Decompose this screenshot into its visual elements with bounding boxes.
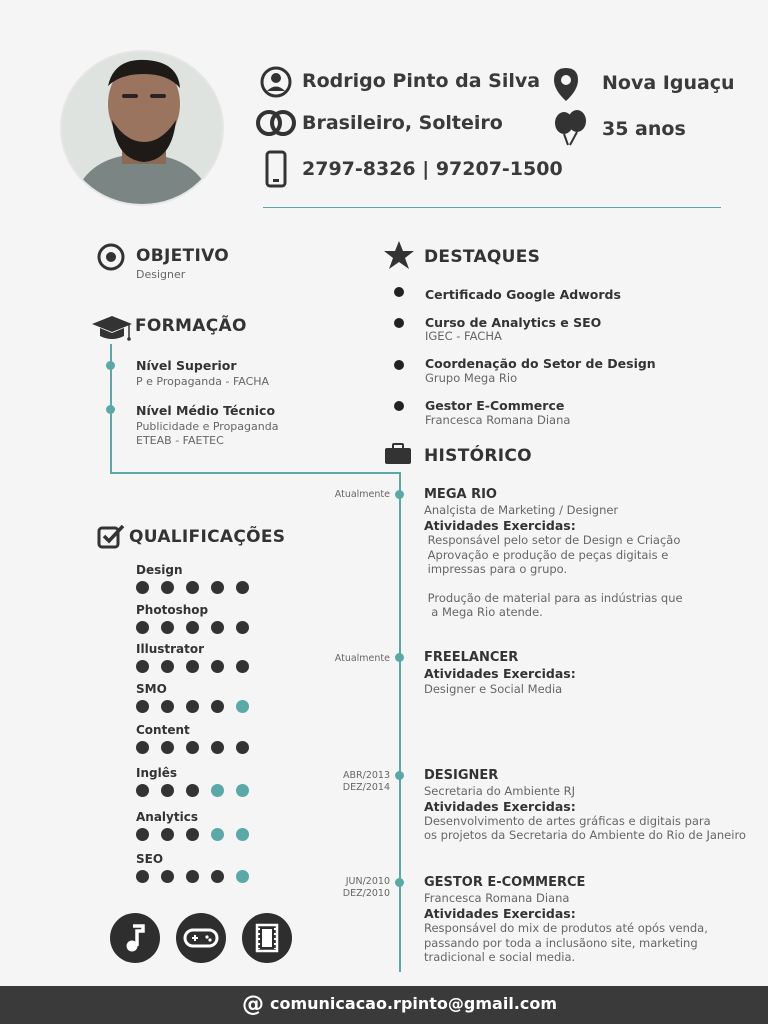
location-pin-icon (552, 66, 580, 106)
skill-name: Design (136, 563, 183, 577)
skill-dot-filled (136, 700, 149, 713)
formacao-item-title: Nível Superior (136, 358, 237, 373)
entry-line: Aprovação e produção de peças digitais e (424, 548, 669, 562)
film-icon (242, 913, 292, 963)
bullet-dot (394, 318, 404, 328)
entry-date: DEZ/2010 (342, 888, 390, 899)
entry-activities-label: Atividades Exercidas: (424, 799, 576, 814)
entry-line: passando por toda a inclusãono site, marketing (424, 936, 698, 950)
timeline-dot (106, 361, 115, 370)
objetivo-title: OBJETIVO (136, 246, 229, 266)
skill-dot-filled (186, 660, 199, 673)
entry-line: a Mega Rio atende. (424, 605, 543, 619)
skill-dot-filled (236, 660, 249, 673)
skill-dot-empty (211, 828, 224, 841)
skill-name: Analytics (136, 810, 198, 824)
entry-title: FREELANCER (424, 650, 519, 665)
skill-dot-filled (161, 828, 174, 841)
destaque-sub: Grupo Mega Rio (425, 371, 518, 385)
skill-dot-filled (236, 621, 249, 634)
phone-icon (265, 150, 287, 192)
entry-title: MEGA RIO (424, 487, 497, 502)
skill-rating (136, 700, 249, 713)
destaque-title: Gestor E-Commerce (425, 398, 565, 413)
skill-rating (136, 660, 249, 673)
skill-dot-filled (211, 741, 224, 754)
skill-dot-filled (211, 700, 224, 713)
skill-dot-filled (186, 700, 199, 713)
skill-name: Photoshop (136, 603, 209, 617)
skill-dot-filled (161, 660, 174, 673)
star-icon (383, 240, 415, 274)
skill-dot-filled (136, 660, 149, 673)
skill-name: Inglês (136, 766, 177, 780)
destaques-title: DESTAQUES (424, 247, 541, 267)
skill-dot-filled (161, 700, 174, 713)
formacao-item-title: Nível Médio Técnico (136, 403, 276, 418)
music-icon (110, 913, 160, 963)
at-icon: @ (242, 992, 264, 1017)
skill-dot-filled (186, 581, 199, 594)
timeline-connector (110, 472, 401, 474)
qualificacoes-title: QUALIFICAÇÕES (129, 527, 286, 547)
entry-sub: Francesca Romana Diana (424, 891, 570, 905)
skill-dot-filled (186, 784, 199, 797)
entry-date: DEZ/2014 (342, 782, 390, 793)
skill-dot-filled (161, 581, 174, 594)
timeline-dot (395, 878, 404, 887)
skill-dot-filled (211, 621, 224, 634)
entry-line: Designer e Social Media (424, 682, 563, 696)
skill-dot-filled (161, 784, 174, 797)
entry-date: JUN/2010 (345, 876, 390, 887)
bullet-dot (394, 360, 404, 370)
entry-title: DESIGNER (424, 768, 499, 783)
skill-dot-filled (186, 621, 199, 634)
age: 35 anos (602, 118, 686, 140)
objetivo-text: Designer (136, 268, 186, 281)
skill-dot-empty (211, 784, 224, 797)
briefcase-icon (384, 443, 412, 469)
bullet-dot (394, 401, 404, 411)
entry-line: tradicional e social media. (424, 950, 576, 964)
skill-dot-filled (211, 870, 224, 883)
entry-sub: Analçista de Marketing / Designer (424, 503, 619, 517)
destaque-sub: IGEC - FACHA (425, 329, 502, 343)
destaque-title: Coordenação do Setor de Design (425, 356, 656, 371)
target-icon (97, 243, 125, 275)
skill-rating (136, 870, 249, 883)
skill-dot-filled (136, 741, 149, 754)
phone-numbers: 2797-8326 | 97207-1500 (302, 158, 563, 180)
skill-dot-filled (186, 870, 199, 883)
historico-timeline (399, 472, 401, 972)
skill-rating (136, 828, 249, 841)
user-icon (260, 66, 292, 102)
destaque-title: Curso de Analytics e SEO (425, 315, 602, 330)
skill-dot-filled (161, 741, 174, 754)
entry-activities-label: Atividades Exercidas: (424, 518, 576, 533)
timeline-dot (395, 490, 404, 499)
entry-date: ABR/2013 (343, 770, 390, 781)
skill-dot-empty (236, 784, 249, 797)
formacao-item-line: ETEAB - FAETEC (136, 434, 224, 447)
entry-date: Atualmente (334, 489, 390, 500)
skill-dot-filled (136, 828, 149, 841)
skill-dot-empty (236, 700, 249, 713)
footer-bar (0, 986, 768, 1024)
skill-dot-filled (211, 581, 224, 594)
formacao-title: FORMAÇÃO (135, 316, 247, 336)
skill-rating (136, 581, 249, 594)
skill-name: SMO (136, 682, 167, 696)
rings-icon (254, 108, 298, 142)
skill-dot-filled (236, 581, 249, 594)
formacao-item-line: Publicidade e Propaganda (136, 420, 279, 433)
entry-line: Responsável do mix de produtos até opós venda, (424, 921, 708, 935)
timeline-dot (395, 653, 404, 662)
graduation-cap-icon (90, 314, 134, 348)
skill-rating (136, 621, 249, 634)
skill-dot-filled (161, 870, 174, 883)
gamepad-icon (176, 913, 226, 963)
skill-dot-filled (136, 581, 149, 594)
skill-name: SEO (136, 852, 164, 866)
destaque-title: Certificado Google Adwords (425, 287, 621, 302)
balloons-icon (552, 110, 590, 150)
entry-line: os projetos da Secretaria do Ambiente do Rio de Janeiro (424, 828, 746, 842)
timeline-dot (106, 405, 115, 414)
skill-dot-filled (186, 741, 199, 754)
profile-photo (60, 50, 224, 206)
skill-dot-filled (136, 621, 149, 634)
skill-dot-filled (136, 784, 149, 797)
entry-activities-label: Atividades Exercidas: (424, 906, 576, 921)
destaque-sub: Francesca Romana Diana (425, 413, 571, 427)
entry-line: impressas para o grupo. (424, 562, 568, 576)
entry-line: Desenvolvimento de artes gráficas e digitais para (424, 814, 711, 828)
nationality-status: Brasileiro, Solteiro (302, 112, 503, 134)
city: Nova Iguaçu (602, 72, 735, 94)
bullet-dot (394, 287, 404, 297)
entry-title: GESTOR E-COMMERCE (424, 875, 586, 890)
skill-dot-filled (161, 621, 174, 634)
skill-dot-empty (236, 828, 249, 841)
entry-line: Responsável pelo setor de Design e Criação (424, 533, 681, 547)
historico-title: HISTÓRICO (424, 446, 532, 466)
skill-dot-filled (211, 660, 224, 673)
entry-line: Produção de material para as indústrias que (424, 591, 683, 605)
skill-name: Content (136, 723, 190, 737)
skill-dot-filled (186, 828, 199, 841)
entry-sub: Secretaria do Ambiente RJ (424, 784, 575, 798)
email-link[interactable]: comunicacao.rpinto@gmail.com (270, 994, 558, 1013)
skill-name: Illustrator (136, 642, 205, 656)
skill-rating (136, 741, 249, 754)
timeline-dot (395, 771, 404, 780)
checkbox-icon (97, 523, 125, 553)
formacao-item-line: P e Propaganda - FACHA (136, 375, 270, 388)
skill-dot-empty (236, 870, 249, 883)
skill-dot-filled (236, 741, 249, 754)
skill-dot-filled (136, 870, 149, 883)
skill-rating (136, 784, 249, 797)
entry-date: Atualmente (334, 653, 390, 664)
entry-activities-label: Atividades Exercidas: (424, 666, 576, 681)
full-name: Rodrigo Pinto da Silva (302, 70, 541, 92)
header-divider (263, 207, 721, 208)
